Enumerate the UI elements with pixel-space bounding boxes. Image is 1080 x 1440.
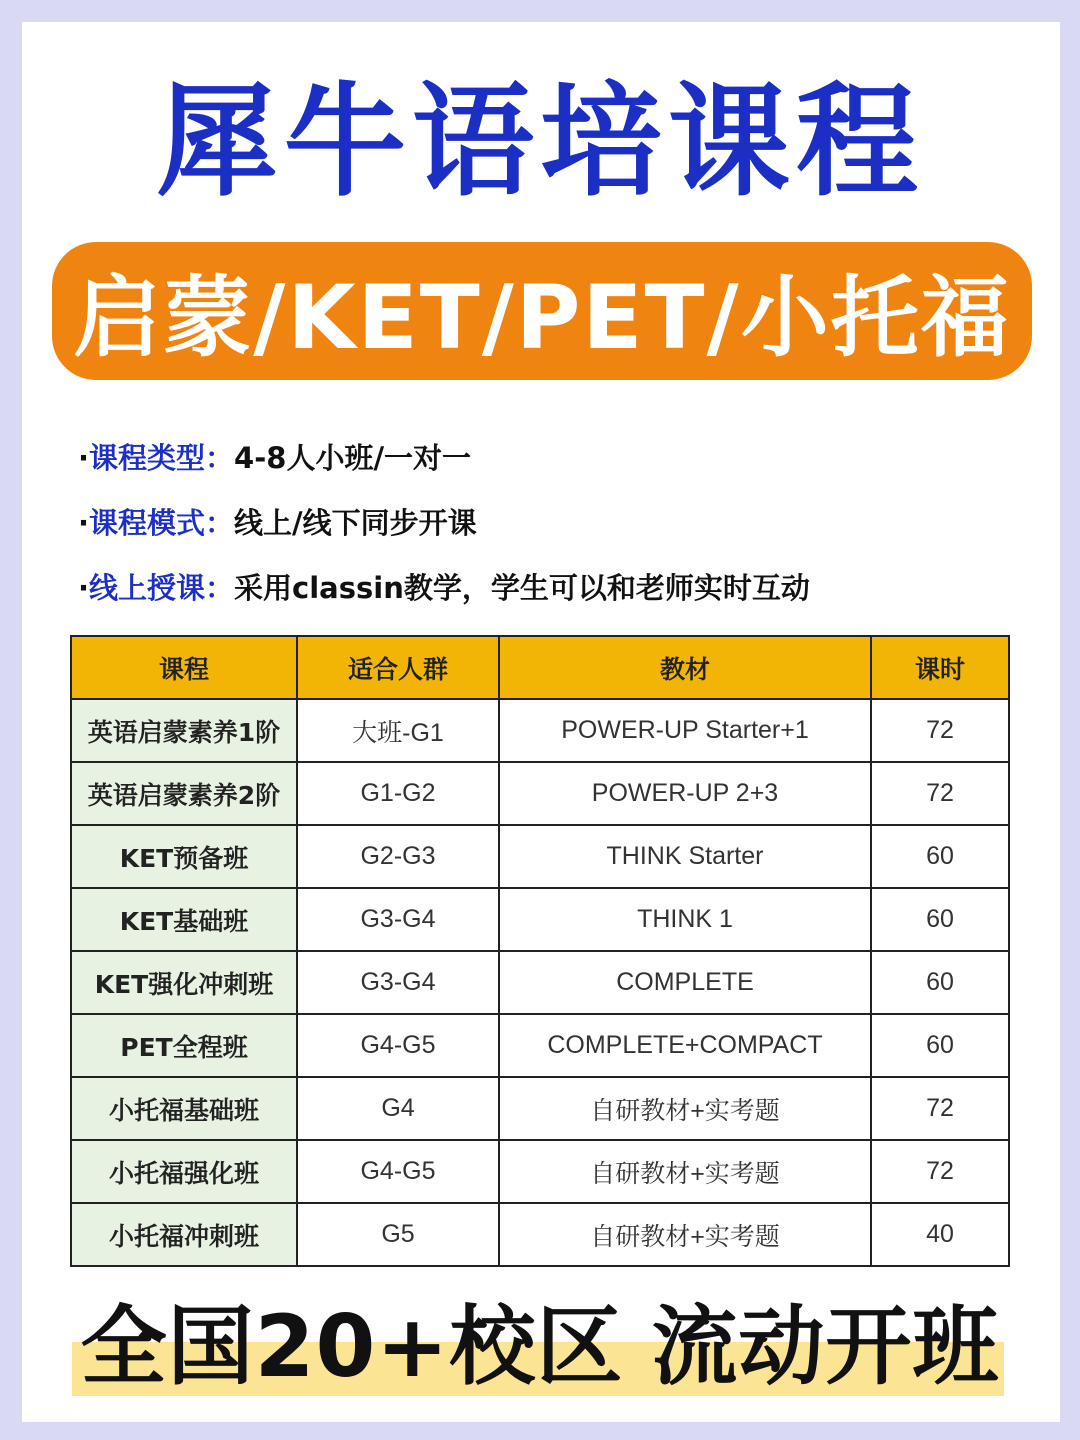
cell-hours: 60: [871, 1014, 1009, 1077]
table-header-row: [71, 636, 1009, 699]
cell-textbook: 自研教材+实考题: [499, 1077, 871, 1140]
cell-audience: G4-G5: [297, 1014, 499, 1077]
table-row: [71, 699, 1009, 762]
bullet: ·: [78, 506, 90, 540]
info-key: 线上授课：: [89, 571, 235, 605]
cell-course: KET预备班: [71, 825, 297, 888]
header-textbook: 教材: [499, 636, 871, 699]
cell-course: KET强化冲刺班: [71, 951, 297, 1014]
cell-hours: 40: [871, 1203, 1009, 1266]
cell-audience: G3-G4: [297, 951, 499, 1014]
cell-course: 小托福冲刺班: [71, 1203, 297, 1266]
table-row: [71, 825, 1009, 888]
cell-course: 英语启蒙素养2阶: [71, 762, 297, 825]
cell-audience: G4-G5: [297, 1140, 499, 1203]
cell-audience: G2-G3: [297, 825, 499, 888]
header-hours: 课时: [871, 636, 1009, 699]
bullet: ·: [78, 441, 90, 475]
table-row: [71, 951, 1009, 1014]
cell-textbook: 自研教材+实考题: [499, 1140, 871, 1203]
info-course-mode: [78, 503, 1038, 543]
info-course-type: [78, 438, 1038, 478]
cell-course: KET基础班: [71, 888, 297, 951]
cell-course: 英语启蒙素养1阶: [71, 699, 297, 762]
course-banner: [52, 242, 1032, 380]
table-row: [71, 1014, 1009, 1077]
cell-hours: 72: [871, 1140, 1009, 1203]
cell-textbook: POWER-UP 2+3: [499, 762, 871, 825]
footer-slogan: [0, 1292, 1080, 1402]
banner-text: 启蒙/KET/PET/小托福: [73, 266, 1011, 369]
cell-audience: G4: [297, 1077, 499, 1140]
info-key: 课程模式：: [89, 506, 235, 540]
bullet: ·: [78, 571, 90, 605]
cell-course: 小托福基础班: [71, 1077, 297, 1140]
cell-hours: 60: [871, 888, 1009, 951]
cell-textbook: COMPLETE+COMPACT: [499, 1014, 871, 1077]
cell-audience: 大班-G1: [297, 699, 499, 762]
cell-hours: 60: [871, 951, 1009, 1014]
cell-textbook: COMPLETE: [499, 951, 871, 1014]
info-value: 采用classin教学，学生可以和老师实时互动: [234, 571, 810, 605]
cell-hours: 72: [871, 1077, 1009, 1140]
footer-campuses: 全国20+校区: [80, 1297, 624, 1397]
course-table: [70, 635, 1010, 1267]
table-row: [71, 762, 1009, 825]
cell-audience: G1-G2: [297, 762, 499, 825]
table-row: [71, 1203, 1009, 1266]
footer-rolling-classes: 流动开班: [651, 1297, 1000, 1397]
cell-textbook: THINK 1: [499, 888, 871, 951]
info-value: 4-8人小班/一对一: [234, 441, 472, 475]
info-key: 课程类型：: [89, 441, 235, 475]
cell-audience: G5: [297, 1203, 499, 1266]
cell-hours: 72: [871, 762, 1009, 825]
header-audience: 适合人群: [297, 636, 499, 699]
cell-course: PET全程班: [71, 1014, 297, 1077]
cell-textbook: POWER-UP Starter+1: [499, 699, 871, 762]
cell-textbook: THINK Starter: [499, 825, 871, 888]
cell-course: 小托福强化班: [71, 1140, 297, 1203]
page-title: 犀牛语培课程: [156, 71, 924, 213]
info-value: 线上/线下同步开课: [234, 506, 477, 540]
cell-hours: 72: [871, 699, 1009, 762]
cell-hours: 60: [871, 825, 1009, 888]
cell-audience: G3-G4: [297, 888, 499, 951]
cell-textbook: 自研教材+实考题: [499, 1203, 871, 1266]
info-online-teaching: [78, 568, 1038, 608]
header-course: 课程: [71, 636, 297, 699]
table-row: [71, 888, 1009, 951]
table-row: [71, 1140, 1009, 1203]
table-row: [71, 1077, 1009, 1140]
